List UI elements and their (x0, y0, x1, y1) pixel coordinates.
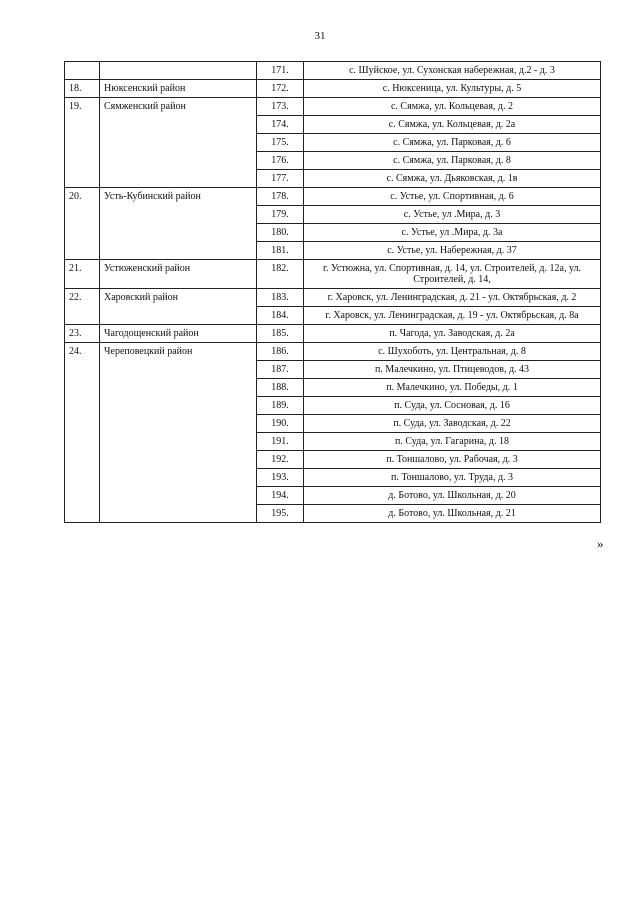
district-name-cell: Устюженский район (100, 260, 257, 289)
address-cell: г. Харовск, ул. Ленинградская, д. 19 - ул. Октябрьская, д. 8а (304, 307, 601, 325)
row-index-cell: 185. (257, 325, 304, 343)
row-index-cell: 176. (257, 152, 304, 170)
address-cell: с. Сямжа, ул. Кольцевая, д. 2 (304, 98, 601, 116)
address-cell: с. Сямжа, ул. Кольцевая, д. 2а (304, 116, 601, 134)
table-row (65, 289, 601, 307)
page-number: 31 (314, 30, 326, 42)
district-number-cell: 23. (65, 325, 100, 343)
closing-quote-mark: » (597, 536, 604, 551)
table-body (65, 62, 601, 523)
address-cell: д. Ботово, ул. Школьная, д. 21 (304, 505, 601, 523)
table-row (65, 343, 601, 361)
row-index-cell: 190. (257, 415, 304, 433)
address-cell: с. Шухоботь, ул. Центральная, д. 8 (304, 343, 601, 361)
address-cell: г. Харовск, ул. Ленинградская, д. 21 - ул. Октябрьская, д. 2 (304, 289, 601, 307)
row-index-cell: 189. (257, 397, 304, 415)
row-index-cell: 184. (257, 307, 304, 325)
table-row (65, 98, 601, 116)
row-index-cell: 177. (257, 170, 304, 188)
district-number-cell: 20. (65, 188, 100, 260)
address-cell: д. Ботово, ул. Школьная, д. 20 (304, 487, 601, 505)
locations-table (64, 61, 601, 523)
table-row (65, 80, 601, 98)
row-index-cell: 192. (257, 451, 304, 469)
district-name-cell: Чагодощенский район (100, 325, 257, 343)
address-cell: с. Устье, ул .Мира, д. 3 (304, 206, 601, 224)
address-cell: с. Нюксеница, ул. Культуры, д. 5 (304, 80, 601, 98)
address-cell: п. Малечкино, ул. Победы, д. 1 (304, 379, 601, 397)
address-cell: п. Суда, ул. Заводская, д. 22 (304, 415, 601, 433)
district-name-cell: Череповецкий район (100, 343, 257, 523)
table-row (65, 260, 601, 289)
address-cell: с. Сямжа, ул. Дьяковская, д. 1в (304, 170, 601, 188)
table-row (65, 188, 601, 206)
address-cell: п. Чагода, ул. Заводская, д. 2а (304, 325, 601, 343)
row-index-cell: 181. (257, 242, 304, 260)
address-cell: п. Суда, ул. Гагарина, д. 18 (304, 433, 601, 451)
address-cell: с. Шуйское, ул. Сухонская набережная, д.2 - д. 3 (304, 62, 601, 80)
address-cell: с. Сямжа, ул. Парковая, д. 6 (304, 134, 601, 152)
row-index-cell: 193. (257, 469, 304, 487)
row-index-cell: 188. (257, 379, 304, 397)
district-number-cell: 21. (65, 260, 100, 289)
district-name-cell: Усть-Кубинский район (100, 188, 257, 260)
district-number-cell (65, 62, 100, 80)
table-row (65, 325, 601, 343)
row-index-cell: 186. (257, 343, 304, 361)
address-cell: п. Тоншалово, ул. Рабочая, д. 3 (304, 451, 601, 469)
address-cell: с. Устье, ул. Спортивная, д. 6 (304, 188, 601, 206)
address-cell: п. Тоншалово, ул. Труда, д. 3 (304, 469, 601, 487)
row-index-cell: 175. (257, 134, 304, 152)
row-index-cell: 195. (257, 505, 304, 523)
row-index-cell: 187. (257, 361, 304, 379)
row-index-cell: 172. (257, 80, 304, 98)
district-number-cell: 19. (65, 98, 100, 188)
row-index-cell: 191. (257, 433, 304, 451)
district-name-cell (100, 62, 257, 80)
row-index-cell: 182. (257, 260, 304, 289)
row-index-cell: 183. (257, 289, 304, 307)
district-name-cell: Нюксенский район (100, 80, 257, 98)
address-cell: с. Устье, ул. Набережная, д. 37 (304, 242, 601, 260)
row-index-cell: 171. (257, 62, 304, 80)
row-index-cell: 194. (257, 487, 304, 505)
district-number-cell: 24. (65, 343, 100, 523)
address-cell: с. Устье, ул .Мира, д. 3а (304, 224, 601, 242)
address-cell: г. Устюжна, ул. Спортивная, д. 14, ул. Строителей, д. 12а, ул. Строителей, д. 14, (304, 260, 601, 289)
row-index-cell: 179. (257, 206, 304, 224)
district-number-cell: 18. (65, 80, 100, 98)
district-name-cell: Харовский район (100, 289, 257, 325)
row-index-cell: 173. (257, 98, 304, 116)
address-cell: п. Малечкино, ул. Птицеводов, д. 43 (304, 361, 601, 379)
row-index-cell: 180. (257, 224, 304, 242)
address-cell: с. Сямжа, ул. Парковая, д. 8 (304, 152, 601, 170)
table-row (65, 62, 601, 80)
row-index-cell: 178. (257, 188, 304, 206)
row-index-cell: 174. (257, 116, 304, 134)
address-cell: п. Суда, ул. Сосновая, д. 16 (304, 397, 601, 415)
district-number-cell: 22. (65, 289, 100, 325)
district-name-cell: Сямженский район (100, 98, 257, 188)
